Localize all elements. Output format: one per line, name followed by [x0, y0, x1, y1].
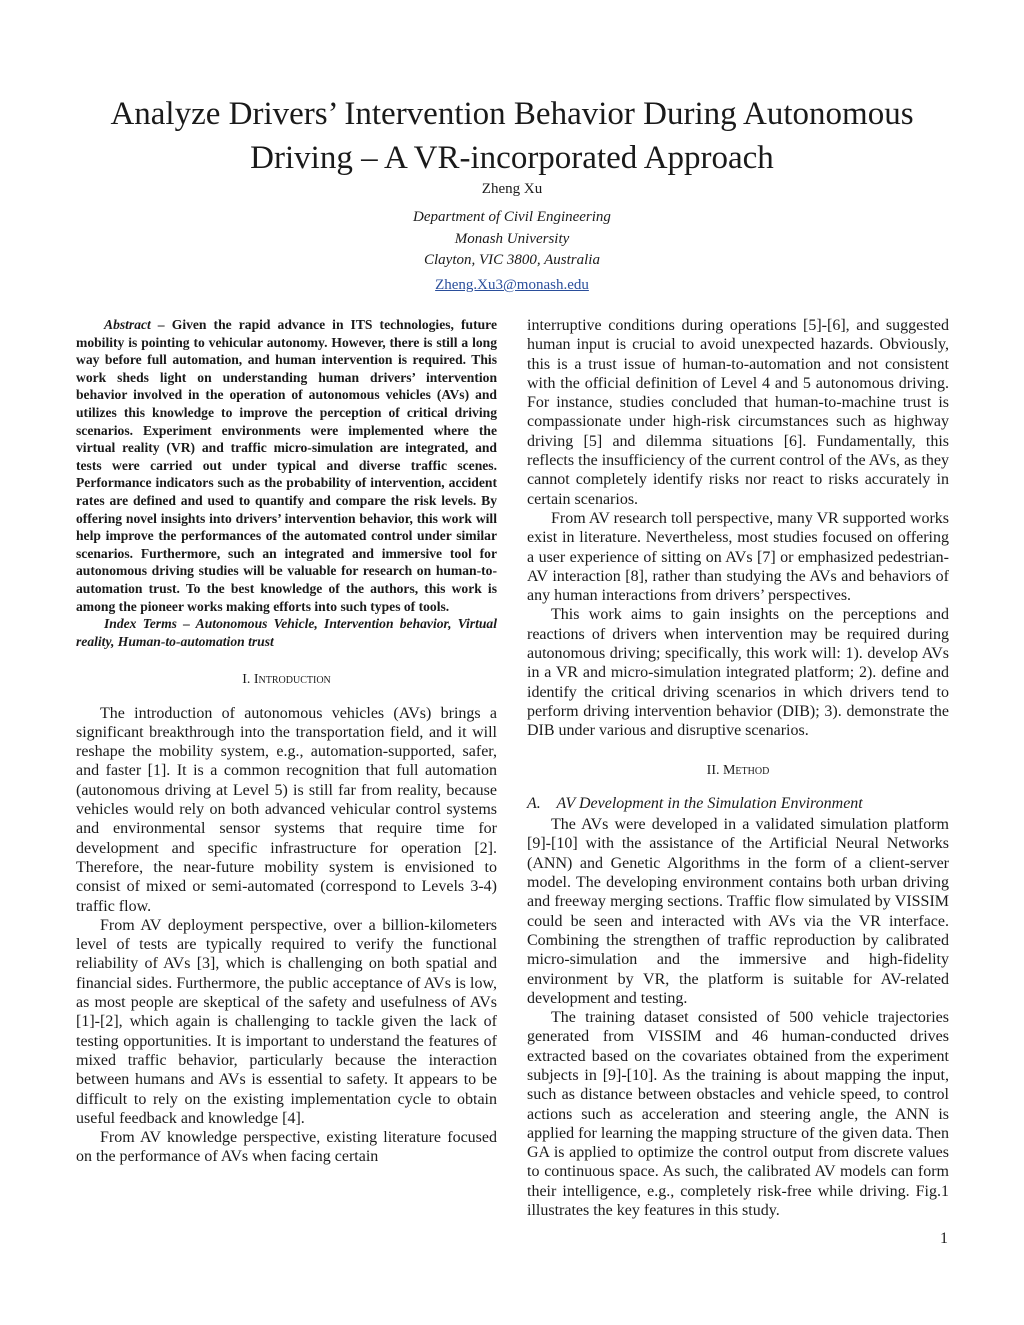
- section-heading-method: [527, 761, 949, 780]
- intro-paragraph-5: This work aims to gain insights on the perceptions and reactions of drivers when intervention may be required during autonomous driving; specifically, this work will: 1). develop AVs in a VR and micro-simulation integrated platform; 2). define and identify the critical driving scenarios in which drivers tend to perform driving intervention behavior (DIB); 3). demonstrate the DIB under various and disruptive scenarios.: [527, 606, 949, 740]
- paper-title: [60, 92, 964, 180]
- abstract: [76, 316, 497, 615]
- section-1-number: I.: [242, 672, 251, 688]
- affiliation-address: Clayton, VIC 3800, Australia: [424, 252, 600, 268]
- author-name: Zheng Xu: [481, 181, 543, 197]
- intro-paragraph-3: From AV knowledge perspective, existing literature focused on the performance of AVs when facing certain: [76, 1129, 497, 1166]
- section-2-title: Method: [722, 762, 770, 778]
- section-1-title: Introduction: [253, 672, 331, 688]
- abstract-text: Given the rapid advance in ITS technologies, future mobility is pointing to vehicular autonomy. However, there is still a long way before full automation, and human intervention is required. This work sheds light on understanding human drivers’ intervention behavior involved in the operation of autonomous vehicles (AVs) and utilizes this knowledge to improve the perception of critical driving scenarios. Experiment environments were implemented where the virtual reality (VR) and traffic micro-simulation are integrated, and tests were carried out under typical and diverse traffic scenes. Performance indicators such as the probability of intervention, accident rates are defined and used to quantify and compare the risk levels. By offering novel insights into drivers’ intervention behavior, this work will help improve the performances of the automated control under similar scenarios. Furthermore, such an integrated and immersive tool for autonomous driving studies will be valuable for research on human-to-automation trust. To the best knowledge of the authors, this work is among the pioneer works making efforts into such types of tools.: [76, 317, 497, 614]
- method-paragraph-1: The AVs were developed in a validated simulation platform [9]-[10] with the assistance of the Artificial Neural Networks (ANN) and Genetic Algorithms in the form of a client-server model. The developing environment contains both urban driving and freeway merging sections. Traffic flow simulated by VISSIM could be seen and interacted with AVs via the VR interface. Combining the strengthen of traffic reproduction by calibrated micro-simulation and the immersive and high-fidelity environment by VR, the platform is suitable for AV-related development and testing.: [527, 816, 949, 1007]
- author-email[interactable]: [0, 277, 1024, 294]
- subsection-title: AV Development in the Simulation Environment: [556, 794, 863, 812]
- index-terms: Index Terms – Autonomous Vehicle, Intervention behavior, Virtual reality, Human-to-automation trust: [76, 616, 497, 649]
- method-paragraph-2: The training dataset consisted of 500 vehicle trajectories generated from VISSIM and 46 human-conducted drives extracted based on the covariates obtained from the experiment subjects in [9]-[10]. As the training is about mapping the input, such as distance between obstacles and vehicle speed, to control actions such as acceleration and steering angle, the ANN is applied for learning the mapping structure of the given data. Then GA is applied to optimize the control output from discrete values to continuous space. As such, the calibrated AV models can form their intelligence, e.g., completely risk-free while driving. Fig.1 illustrates the key features in this study.: [527, 1009, 949, 1220]
- section-heading-introduction: [76, 670, 497, 689]
- right-column: [527, 316, 949, 1220]
- subsection-label: A.: [527, 794, 541, 812]
- intro-paragraph-1: The introduction of autonomous vehicles (AVs) brings a significant breakthrough into the transportation field, and it will reshape the mobility system, e.g., automation-supported, safer, and faster [1]. It is a common recognition that full automation (autonomous driving at Level 5) is still far from reality, because vehicles would rely on both advanced vehicular control systems and environmental sensor systems that require time for development and specific infrastructure for operation [2]. Therefore, the near-future mobility system is envisioned to consist of mixed or semi-automated (correspond to Levels 3-4) traffic flow.: [76, 704, 497, 915]
- intro-paragraph-4: From AV research toll perspective, many VR supported works exist in literature. Nevertheless, most studies focused on offering a user experience of sitting on AVs [7] or emphasized pedestrian-AV interaction [8], rather than studying the AVs and behaviors of any human interactions from drivers’ perspectives.: [527, 509, 949, 605]
- abstract-label: Abstract –: [104, 317, 165, 332]
- affiliation-department: Department of Civil Engineering: [413, 209, 611, 225]
- intro-continued-paragraph: interruptive conditions during operations [5]-[6], and suggested human input is crucial to avoid unexpected hazards. Obviously, this is a trust issue of human-to-automation and not consistent with the official definition of Level 4 and 5 autonomous driving. For instance, studies concluded that human-to-machine trust is compassionate under high-risk circumstances such as highway driving [5] and dilemma situations [6]. Fundamentally, this reflects the insufficiency of the current control of the AVs, as they cannot completely identify risks nor react to risks accurately in certain scenarios.: [527, 317, 949, 508]
- title-line-2: Driving – A VR-incorporated Approach: [250, 140, 774, 176]
- affiliation-university: Monash University: [454, 231, 570, 247]
- title-line-1: Analyze Drivers’ Intervention Behavior During Autonomous: [110, 96, 914, 132]
- intro-paragraph-2: From AV deployment perspective, over a billion-kilometers level of tests are typically required to verify the functional reliability of AVs [3], which is challenging on both spatial and financial sides. Furthermore, the public acceptance of AVs is low, as most people are skeptical of the safety and usefulness of AVs [1]-[2], which again is challenging to tackle given the lack of testing opportunities. It is important to understand the features of mixed traffic behavior, particularly because the interaction between humans and AVs is essential to safety. It appears to be difficult to rely on the existing implementation cycle to obtain useful feedback and knowledge [4].: [76, 916, 497, 1127]
- page-number: 1: [940, 1230, 948, 1247]
- email-link[interactable]: Zheng.Xu3@monash.edu: [435, 277, 589, 293]
- section-2-number: II.: [706, 762, 720, 778]
- left-column: [76, 316, 497, 1167]
- subsection-heading-av-development: [527, 794, 949, 813]
